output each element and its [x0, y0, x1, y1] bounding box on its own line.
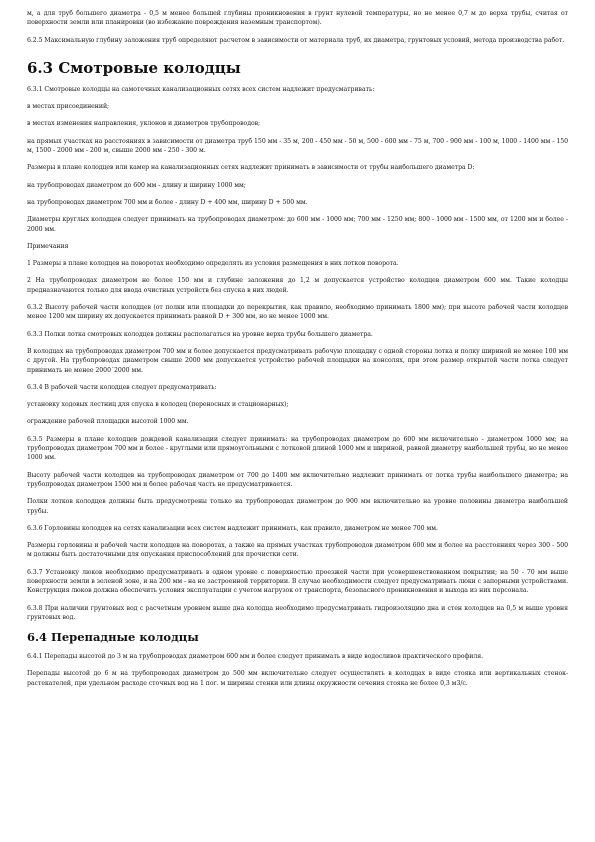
list-item-700-and-more: на трубопроводах диаметром 700 мм и более - длину D + 400 мм, ширину D + 500 мм. [27, 198, 308, 206]
note-1: 1 Размеры в плане колодцев на поворотах необходимо определять из условия размещения в них лотков поворота. [27, 260, 399, 268]
paragraph-6-3-4: 6.3.4 В рабочей части колодцев следует предусматривать: [27, 383, 217, 391]
list-item-straight-sections: на прямых участках на расстояниях в зависимости от диаметра труб 150 мм - 35 м, 200 - 450 мм - 50 м, 500 - 600 мм - 75 м, 700 - 900 мм - 100 м, 1000 - 1400 мм - 150 м, 1500 - 2000 мм - 200 м, свыше 2000 мм - 250 - 300 м. [27, 137, 568, 155]
list-item-direction-changes: в местах изменения направления, уклонов и диаметров трубопроводов; [27, 120, 261, 128]
paragraph-6-3-5: 6.3.5 Размеры в плане колодцев дождевой канализации следует принимать: на трубопроводах диаметром до 600 мм включительно - диаметром 1000 мм; на трубопроводах диаметром 700 мм и более - круглыми или прямоугольными с лотковой длиной 1000 мм и шириной, равной диаметру наибольшей трубы, но не менее 1000 мм. [27, 435, 568, 462]
section-heading-6-3: 6.3 Смотровые колодцы [27, 58, 241, 77]
paragraph-6-3-3: 6.3.3 Полки лотка смотровых колодцев должны располагаться на уровне верха трубы большего диаметра. [27, 330, 373, 338]
list-item-connections: в местах присоединений; [27, 103, 110, 111]
paragraph-6-3-8: 6.3.8 При наличии грунтовых вод с расчетным уровнем выше дна колодца необходимо предусматривать гидроизоляцию дна и стен колодцев на 0,5 м выше уровня грунтовых вод. [27, 604, 568, 621]
section-heading-6-4: 6.4 Перепадные колодцы [27, 630, 199, 645]
paragraph-tray-shelves: Полки лотков колодцев должны быть предусмотрены только на трубопроводах диаметром до 900 мм включительно на уровне половины диаметра наибольшей трубы. [27, 498, 568, 515]
paragraph-6-2-5: 6.2.5 Максимальную глубину заложения труб определяют расчетом в зависимости от материала труб, их диаметра, грунтовых условий, метода производства работ. [27, 36, 565, 44]
document-page [27, 9, 568, 696]
list-item-fence: ограждение рабочей площадки высотой 1000 мм. [27, 418, 189, 426]
list-item-up-to-600: на трубопроводах диаметром до 600 мм - длину и ширину 1000 мм; [27, 181, 246, 189]
paragraph-pipe-depth-continued: м, а для труб большего диаметра - 0,5 м менее большей глубины проникновения в грунт нулевой температуры, но не менее 0,7 м до верха трубы, считая от поверхности земли или планировки (во избежание повреждения наземным транспортом). [27, 10, 568, 27]
paragraph-plan-sizes: Размеры в плане колодцев или камер на канализационных сетях надлежит принимать в зависимости от трубы наибольшего диаметра D: [27, 164, 475, 172]
paragraph-working-height: Высоту рабочей части колодцев на трубопроводах диаметром от 700 до 1400 мм включительно надлежит принимать от лотка трубы наибольшего диаметра; на трубопроводах диаметром 1500 мм и более рабочая часть не предусматривается. [27, 471, 568, 488]
paragraph-6-3-7: 6.3.7 Установку люков необходимо предусматривать в одном уровне с поверхностью проезжей части при усовершенствованном покрытии; на 50 - 70 мм выше поверхности земли в зеленой зоне, и на 200 мм - на не застроенной территории. В случае необходимости следует предусматривать люки с запорными устройствами. Конструкция люков должна обеспечить условия эксплуатации с учетом нагрузок от транспорта, безопасного проникновения и выхода из них персонала. [27, 568, 568, 595]
note-2: 2 На трубопроводах диаметром не более 150 мм и глубине заложения до 1,2 м допускается устройство колодцев диаметром 600 мм. Такие колодцы предназначаются только для ввода очистных устройств без спуска в них людей. [27, 277, 568, 294]
paragraph-6-3-2: 6.3.2 Высоту рабочей части колодцев (от полки или площадки до перекрытия, как правило, необходимо принимать 1800 мм); при высоте рабочей части колодцев менее 1200 мм ширину их допускается принимать равной D + 300 мм, но не менее 1000 мм. [27, 304, 568, 321]
notes-heading: Примечания [27, 242, 69, 250]
paragraph-round-wells: Диаметры круглых колодцев следует принимать на трубопроводах диаметром: до 600 мм - 1000 мм; 700 мм - 1250 мм; 800 - 1000 мм - 1500 мм, от 1200 мм и более - 2000 мм. [27, 216, 568, 233]
paragraph-neck-sizes: Размеры горловины и рабочей части колодцев на поворотах, а также на прямых участках трубопроводов диаметром 600 мм и более на расстояниях через 300 - 500 м должны быть достаточными для опускания приспособлений для прочистки сети. [27, 542, 568, 559]
paragraph-6-4-1: 6.4.1 Перепады высотой до 3 м на трубопроводах диаметром 600 мм и более следует принимать в виде водосливов практического профиля. [27, 653, 483, 661]
paragraph-working-platform: В колодцах на трубопроводах диаметром 700 мм и более допускается предусматривать рабочую площадку с одной стороны лотка и полку шириной не менее 100 мм с другой. На трубопроводах диаметром свыше 2000 мм допускается устройство рабочей площадки на консолях, при этом размер открытой части лотка следует принимать не менее 2000´2000 мм. [27, 347, 568, 374]
paragraph-drops-6m: Перепады высотой до 6 м на трубопроводах диаметром до 500 мм включительно следует осуществлять в колодцах в виде стояка или вертикальных стенок-растекателей, при удельном расходе сточных вод на 1 пог. м ширины стенки или длины окружности сечения стояка не более 0,3 м3/с. [27, 670, 568, 687]
paragraph-6-3-6: 6.3.6 Горловины колодцев на сетях канализации всех систем надлежит принимать, как правило, диаметром не менее 700 мм. [27, 524, 438, 532]
list-item-ladders: установку ходовых лестниц для спуска в колодец (переносных и стационарных); [27, 401, 289, 409]
paragraph-6-3-1: 6.3.1 Смотровые колодцы на самотечных канализационных сетях всех систем надлежит предусматривать: [27, 85, 375, 93]
